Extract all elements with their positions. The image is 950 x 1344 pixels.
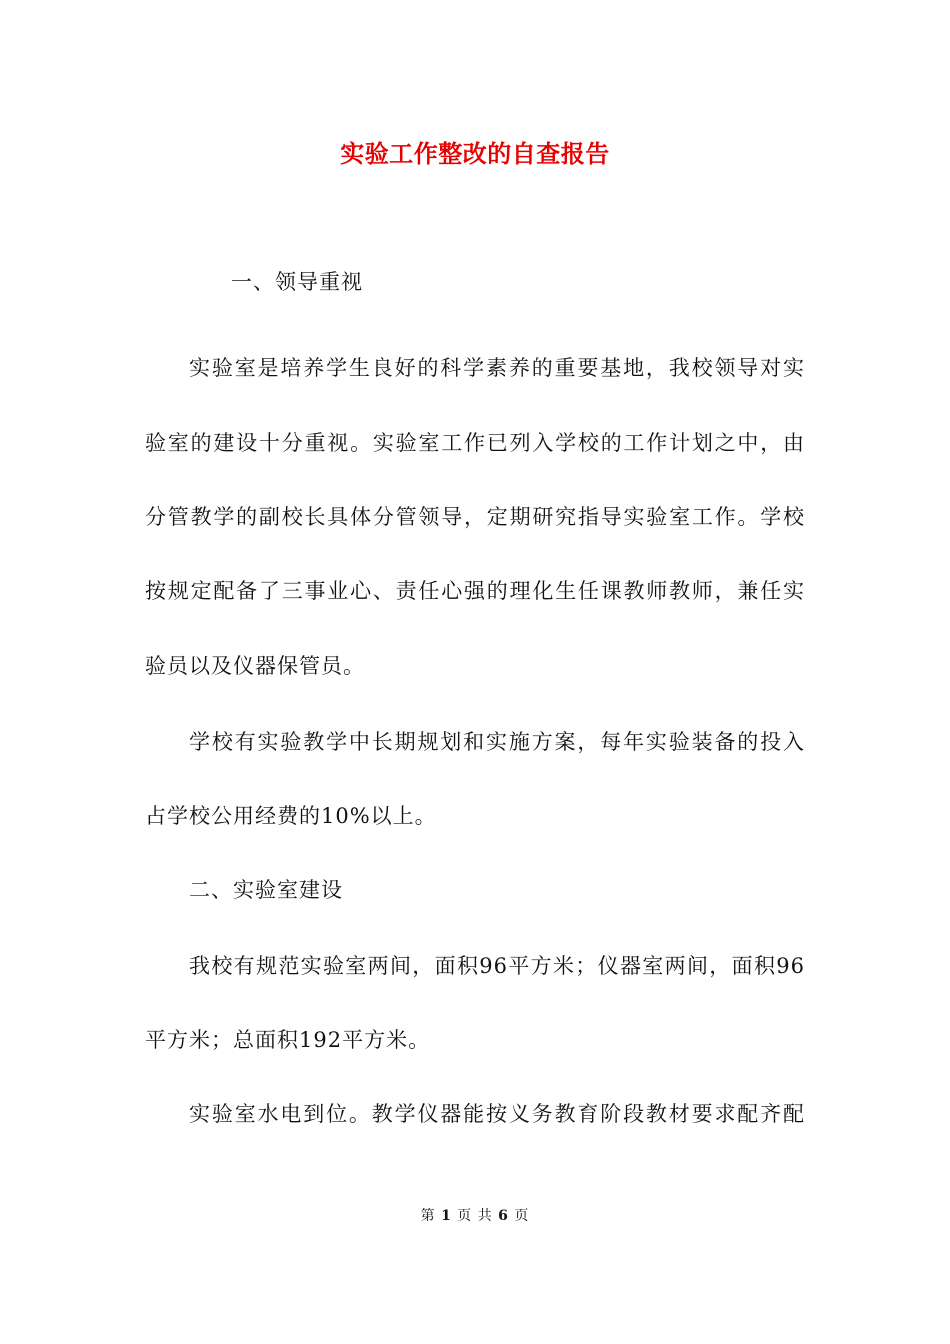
paragraph-line: 平方米；总面积192平方米。	[145, 1028, 431, 1052]
document-title: 实验工作整改的自查报告	[340, 139, 610, 168]
paragraph-line: 我校有规范实验室两间，面积96平方米；仪器室两间，面积96	[189, 954, 805, 978]
paragraph-line: 占学校公用经费的10%以上。	[145, 804, 437, 828]
footer-label-after: 页	[514, 1208, 530, 1224]
paragraph-line: 学校有实验教学中长期规划和实施方案，每年实验装备的投入	[189, 730, 805, 754]
section-heading-lab-construction: 二、实验室建设	[189, 878, 343, 902]
paragraph-line: 实验室水电到位。教学仪器能按义务教育阶段教材要求配齐配	[189, 1102, 805, 1126]
section-heading-leadership: 一、领导重视	[231, 270, 363, 294]
paragraph-line: 分管教学的副校长具体分管领导，定期研究指导实验室工作。学校	[145, 505, 805, 529]
footer-label-middle: 页 共	[457, 1208, 493, 1224]
page-footer	[0, 1206, 950, 1226]
footer-label-before: 第	[420, 1208, 436, 1224]
paragraph-line: 验室的建设十分重视。实验室工作已列入学校的工作计划之中，由	[145, 431, 805, 455]
paragraph-line: 实验室是培养学生良好的科学素养的重要基地，我校领导对实	[189, 356, 805, 380]
footer-page-number: 1	[441, 1208, 452, 1224]
footer-total-pages: 6	[498, 1208, 509, 1224]
paragraph-line: 按规定配备了三事业心、责任心强的理化生任课教师教师，兼任实	[145, 579, 805, 603]
paragraph-line: 验员以及仪器保管员。	[145, 654, 365, 678]
